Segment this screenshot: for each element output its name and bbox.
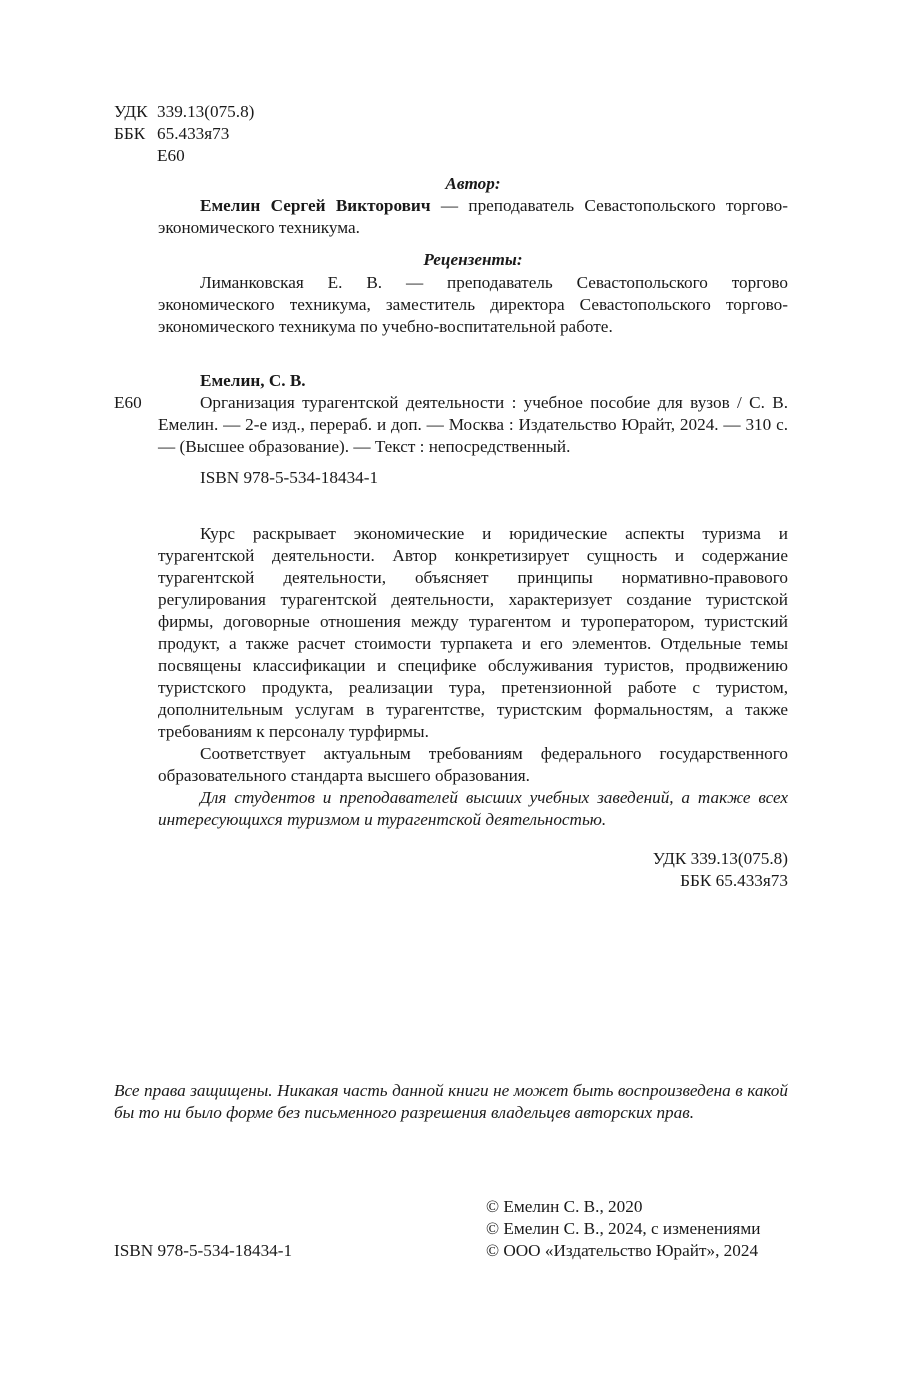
copyright-line: © Емелин С. В., 2024, с изменениями xyxy=(486,1219,761,1238)
record-description: Организация турагентской деятельности : учебное пособие для вузов / С. В. Емелин. — 2-е изд., перераб. и доп. — Москва : Издательство Юрайт, 2024. — 310 с. — (Высшее образование). — Текст : непосредственный. xyxy=(158,393,788,456)
author-mark-line xyxy=(114,145,314,167)
author-role: — преподаватель Севастопольского торгово-экономического техникума. xyxy=(158,196,788,237)
author-name: Емелин Сергей Викторович xyxy=(200,196,431,215)
bottom-udk: УДК 339.13(075.8) xyxy=(652,849,788,868)
udk-label: УДК xyxy=(114,102,148,121)
bottom-classification xyxy=(488,848,788,892)
footer-isbn: ISBN 978-5-534-18434-1 xyxy=(114,1241,293,1260)
bottom-bbk: ББК 65.433я73 xyxy=(680,871,788,890)
author-description xyxy=(158,195,788,239)
record-isbn: ISBN 978-5-534-18434-1 xyxy=(200,468,379,487)
reviewers-text: Лиманковская Е. В. — преподаватель Севастопольского торгово экономического техникума, заместитель директора Севастопольского торгово-экономического техникума по учебно-воспитательной работе. xyxy=(158,273,788,336)
annotation-audience: Для студентов и преподавателей высших учебных заведений, а также всех интересующихся туризмом и турагентской деятельностью. xyxy=(158,788,788,829)
annotation-paragraph: Курс раскрывает экономические и юридические аспекты туризма и турагентской деятельности. Автор конкретизирует сущность и содержание турагентской деятельности, объясняет принципы нормативно-правового регулирования турагентской деятельности, характеризует создание туристской фирмы, договорные отношения между турагентом и туроператором, туристский продукт, а также расчет стоимости турпакета и его элементов. Отдельные темы посвящены классификации и специфике обслуживания туристов, продвижению туристского продукта, реализации тура, претензионной работе с туристом, дополнительным услугам в турагентстве, туристским формальностям, а также требованиям к персоналу турфирмы. xyxy=(158,524,788,741)
udk-line xyxy=(114,101,314,123)
classification-block xyxy=(114,101,314,167)
bbk-line xyxy=(114,123,314,145)
record-author-mark: Е60 xyxy=(114,393,142,412)
copyright-line: © Емелин С. В., 2020 xyxy=(486,1197,643,1216)
copyright-block xyxy=(486,1196,806,1262)
copyright-line: © ООО «Издательство Юрайт», 2024 xyxy=(486,1241,759,1260)
annotation-paragraph: Соответствует актуальным требованиям федерального государственного образовательного стандарта высшего образования. xyxy=(158,744,788,785)
author-mark: Е60 xyxy=(157,146,185,165)
bbk-label: ББК xyxy=(114,124,146,143)
annotation xyxy=(158,523,788,831)
record-author-heading: Емелин, С. В. xyxy=(200,371,306,390)
author-heading: Автор: xyxy=(445,174,501,193)
bbk-value: 65.433я73 xyxy=(157,124,230,143)
udk-value: 339.13(075.8) xyxy=(157,102,255,121)
reviewers-heading: Рецензенты: xyxy=(423,250,523,269)
rights-notice: Все права защищены. Никакая часть данной книги не может быть воспроизведена в какой бы то ни было форме без письменного разрешения владельцев авторских прав. xyxy=(114,1081,788,1122)
